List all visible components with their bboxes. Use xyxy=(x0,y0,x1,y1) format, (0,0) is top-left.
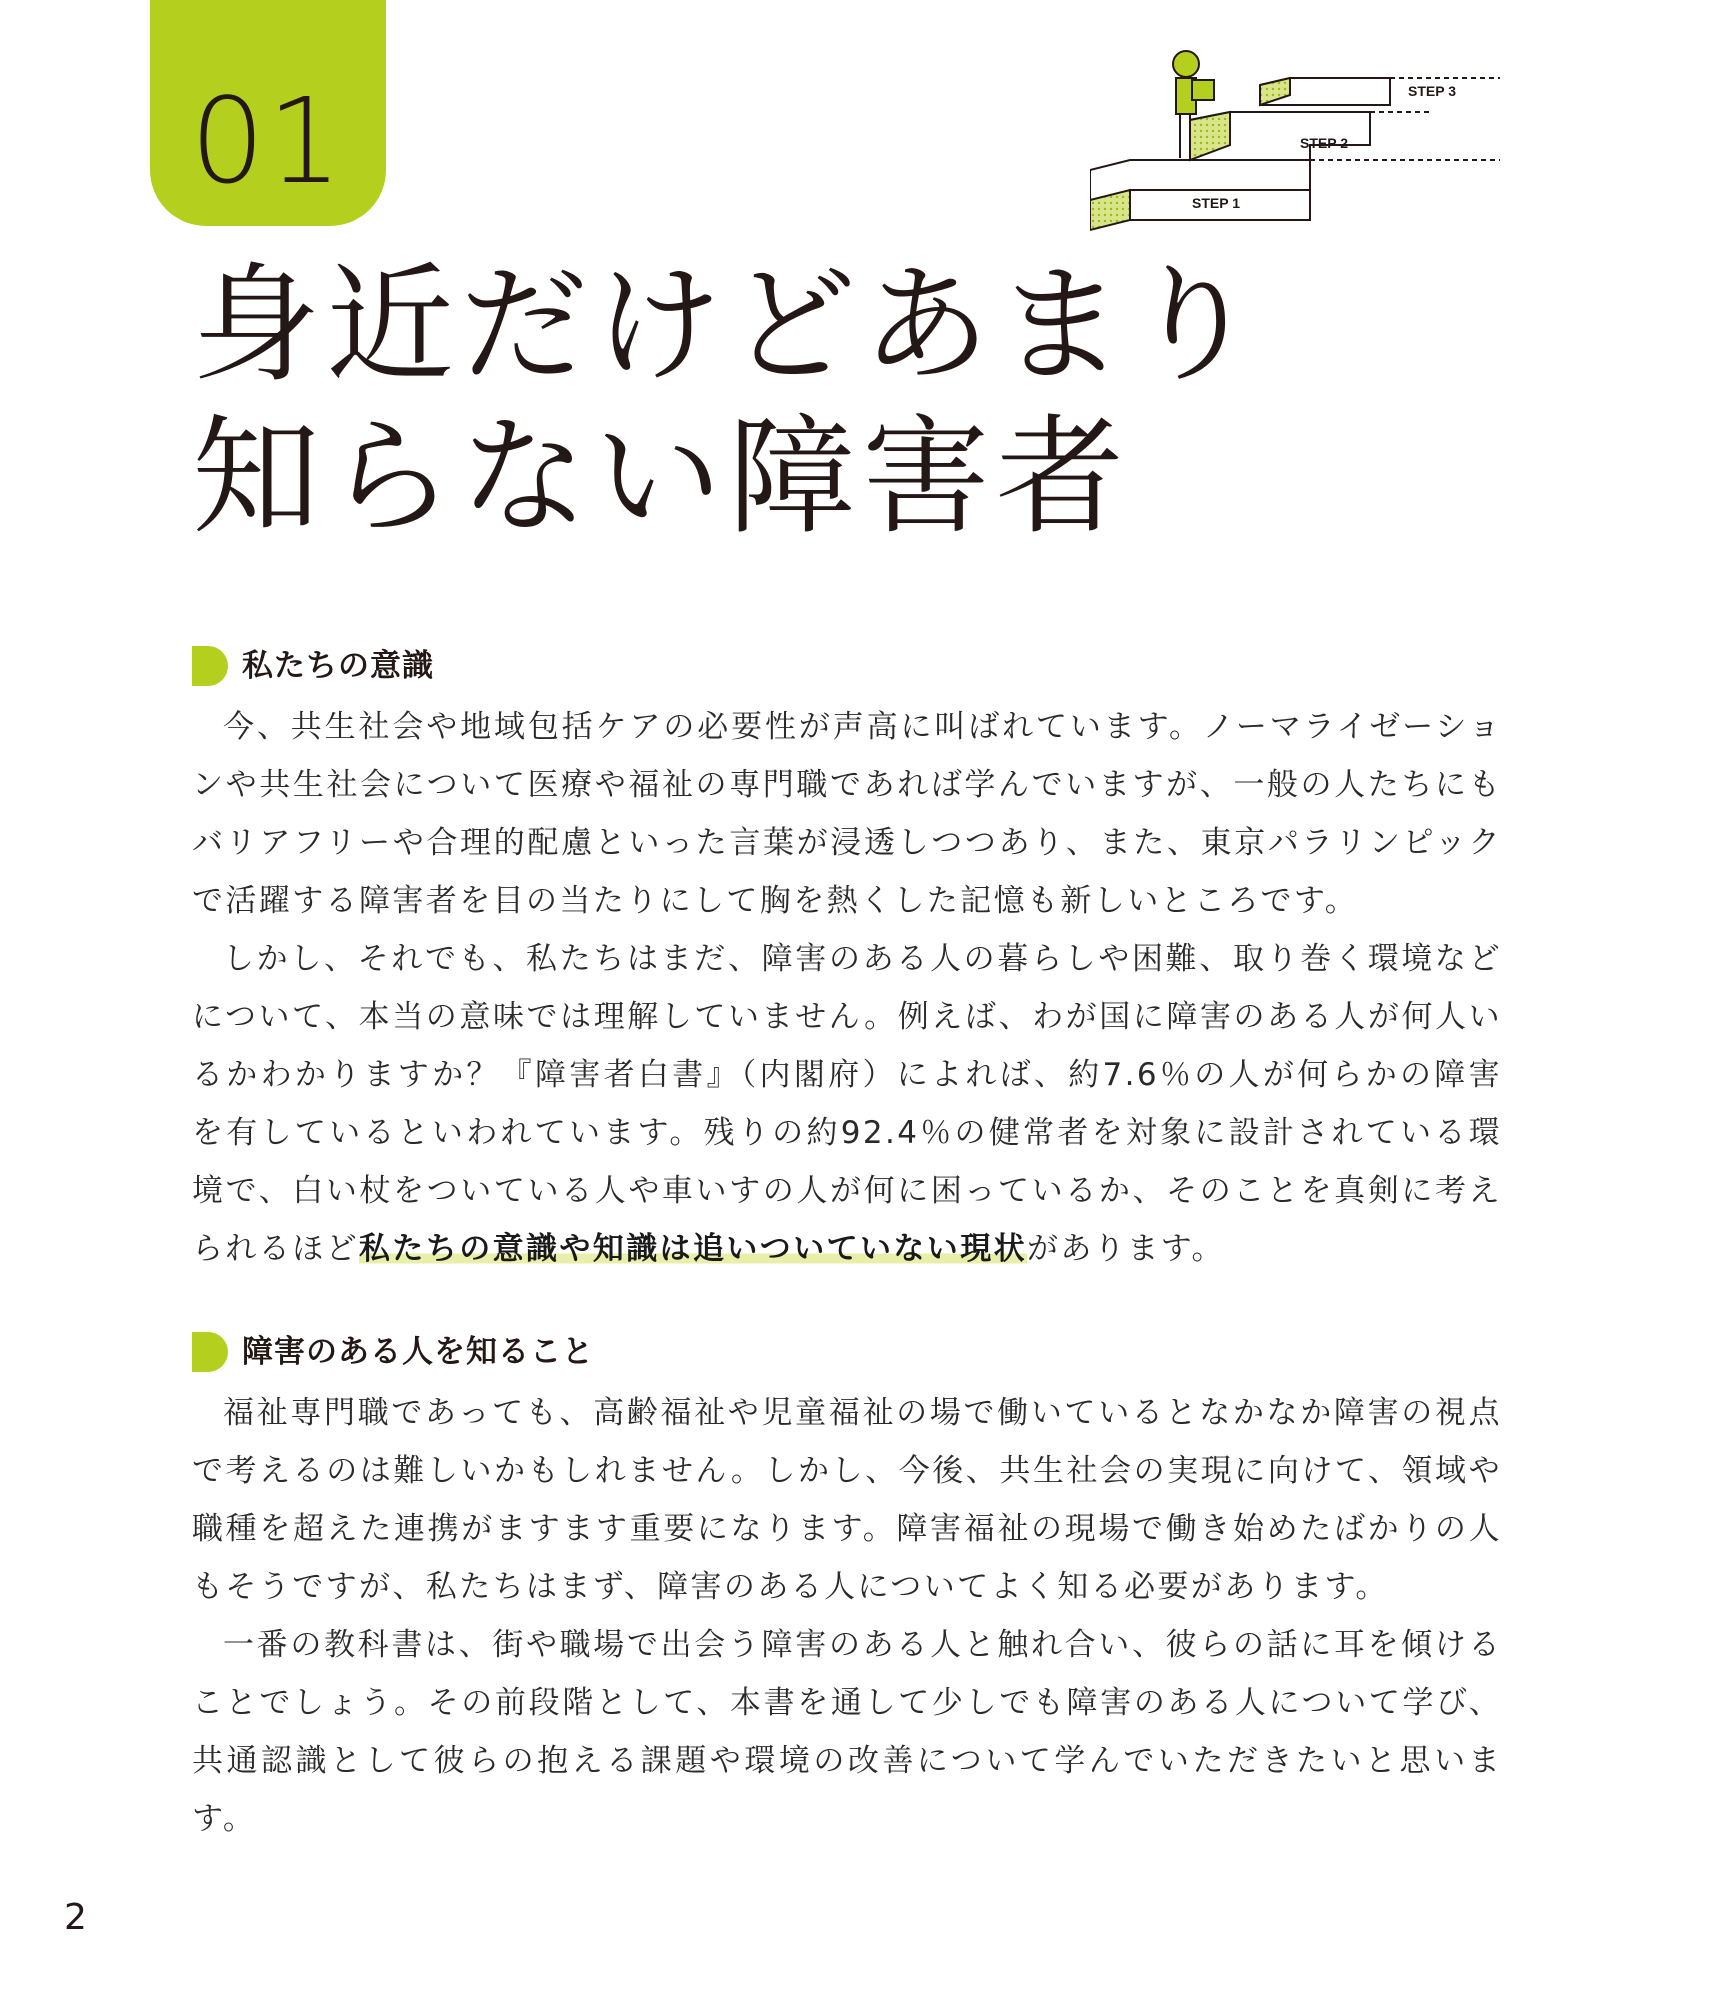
paragraph-text: があります。 xyxy=(1027,1231,1225,1267)
paragraph: 一番の教科書は、街や職場で出会う障害のある人と触れ合い、彼らの話に耳を傾けることでしょう。その前段階として、本書を通して少しでも障害のある人について学び、共通認識として彼らの抱える課題や環境の改善について学んでいただきたいと思います。 xyxy=(192,1627,1502,1837)
chapter-title-line2: 知らない障害者 xyxy=(192,403,1131,552)
paragraph-text: しかし、それでも、私たちはまだ、障害のある人の暮らしや困難、取り巻く環境などについて、本当の意味では理解していません。例えば、わが国に障害のある人が何人いるかわかりますか？『障害者白書』（内閣府）によれば、約7.6％の人が何らかの障害を有しているといわれています。残りの約92.4％の健常者を対象に設計されている環境で、白い杖をついている人や車いすの人が何に困っているか、そのことを真剣に考えられるほど xyxy=(192,941,1502,1267)
section-heading xyxy=(192,640,1502,698)
section-awareness xyxy=(192,640,1502,1278)
step1-label: STEP 1 xyxy=(1192,195,1240,211)
section-knowing xyxy=(192,1326,1502,1848)
chapter-title xyxy=(192,250,1264,554)
section-heading-text: 私たちの意識 xyxy=(242,648,434,684)
paragraph xyxy=(192,930,1502,1278)
paragraph: 今、共生社会や地域包括ケアの必要性が声高に叫ばれています。ノーマライゼーションや共生社会について医療や福祉の専門職であれば学んでいますが、一般の人たちにもバリアフリーや合理的配慮といった言葉が浸透しつつあり、また、東京パラリンピックで活躍する障害者を目の当たりにして胸を熱くした記憶も新しいところです。 xyxy=(192,709,1502,919)
section-heading xyxy=(192,1326,1502,1384)
stairs-illustration xyxy=(1090,50,1510,240)
page-number: 2 xyxy=(64,1897,87,1938)
highlighted-text: 私たちの意識や知識は追いついていない現状 xyxy=(359,1231,1027,1267)
chapter-number: 01 xyxy=(190,72,345,210)
paragraph: 福祉専門職であっても、高齢福祉や児童福祉の場で働いているとなかなか障害の視点で考えるのは難しいかもしれません。しかし、今後、共生社会の実現に向けて、領域や職種を超えた連携がますます重要になります。障害福祉の現場で働き始めたばかりの人もそうですが、私たちはまず、障害のある人についてよく知る必要があります。 xyxy=(192,1395,1502,1605)
step3-label: STEP 3 xyxy=(1408,83,1456,99)
chapter-title-line1: 身近だけどあまり xyxy=(192,251,1265,400)
heading-marker-icon xyxy=(192,1332,228,1372)
step2-label: STEP 2 xyxy=(1300,135,1348,151)
heading-marker-icon xyxy=(192,646,228,686)
section-heading-text: 障害のある人を知ること xyxy=(242,1334,594,1370)
